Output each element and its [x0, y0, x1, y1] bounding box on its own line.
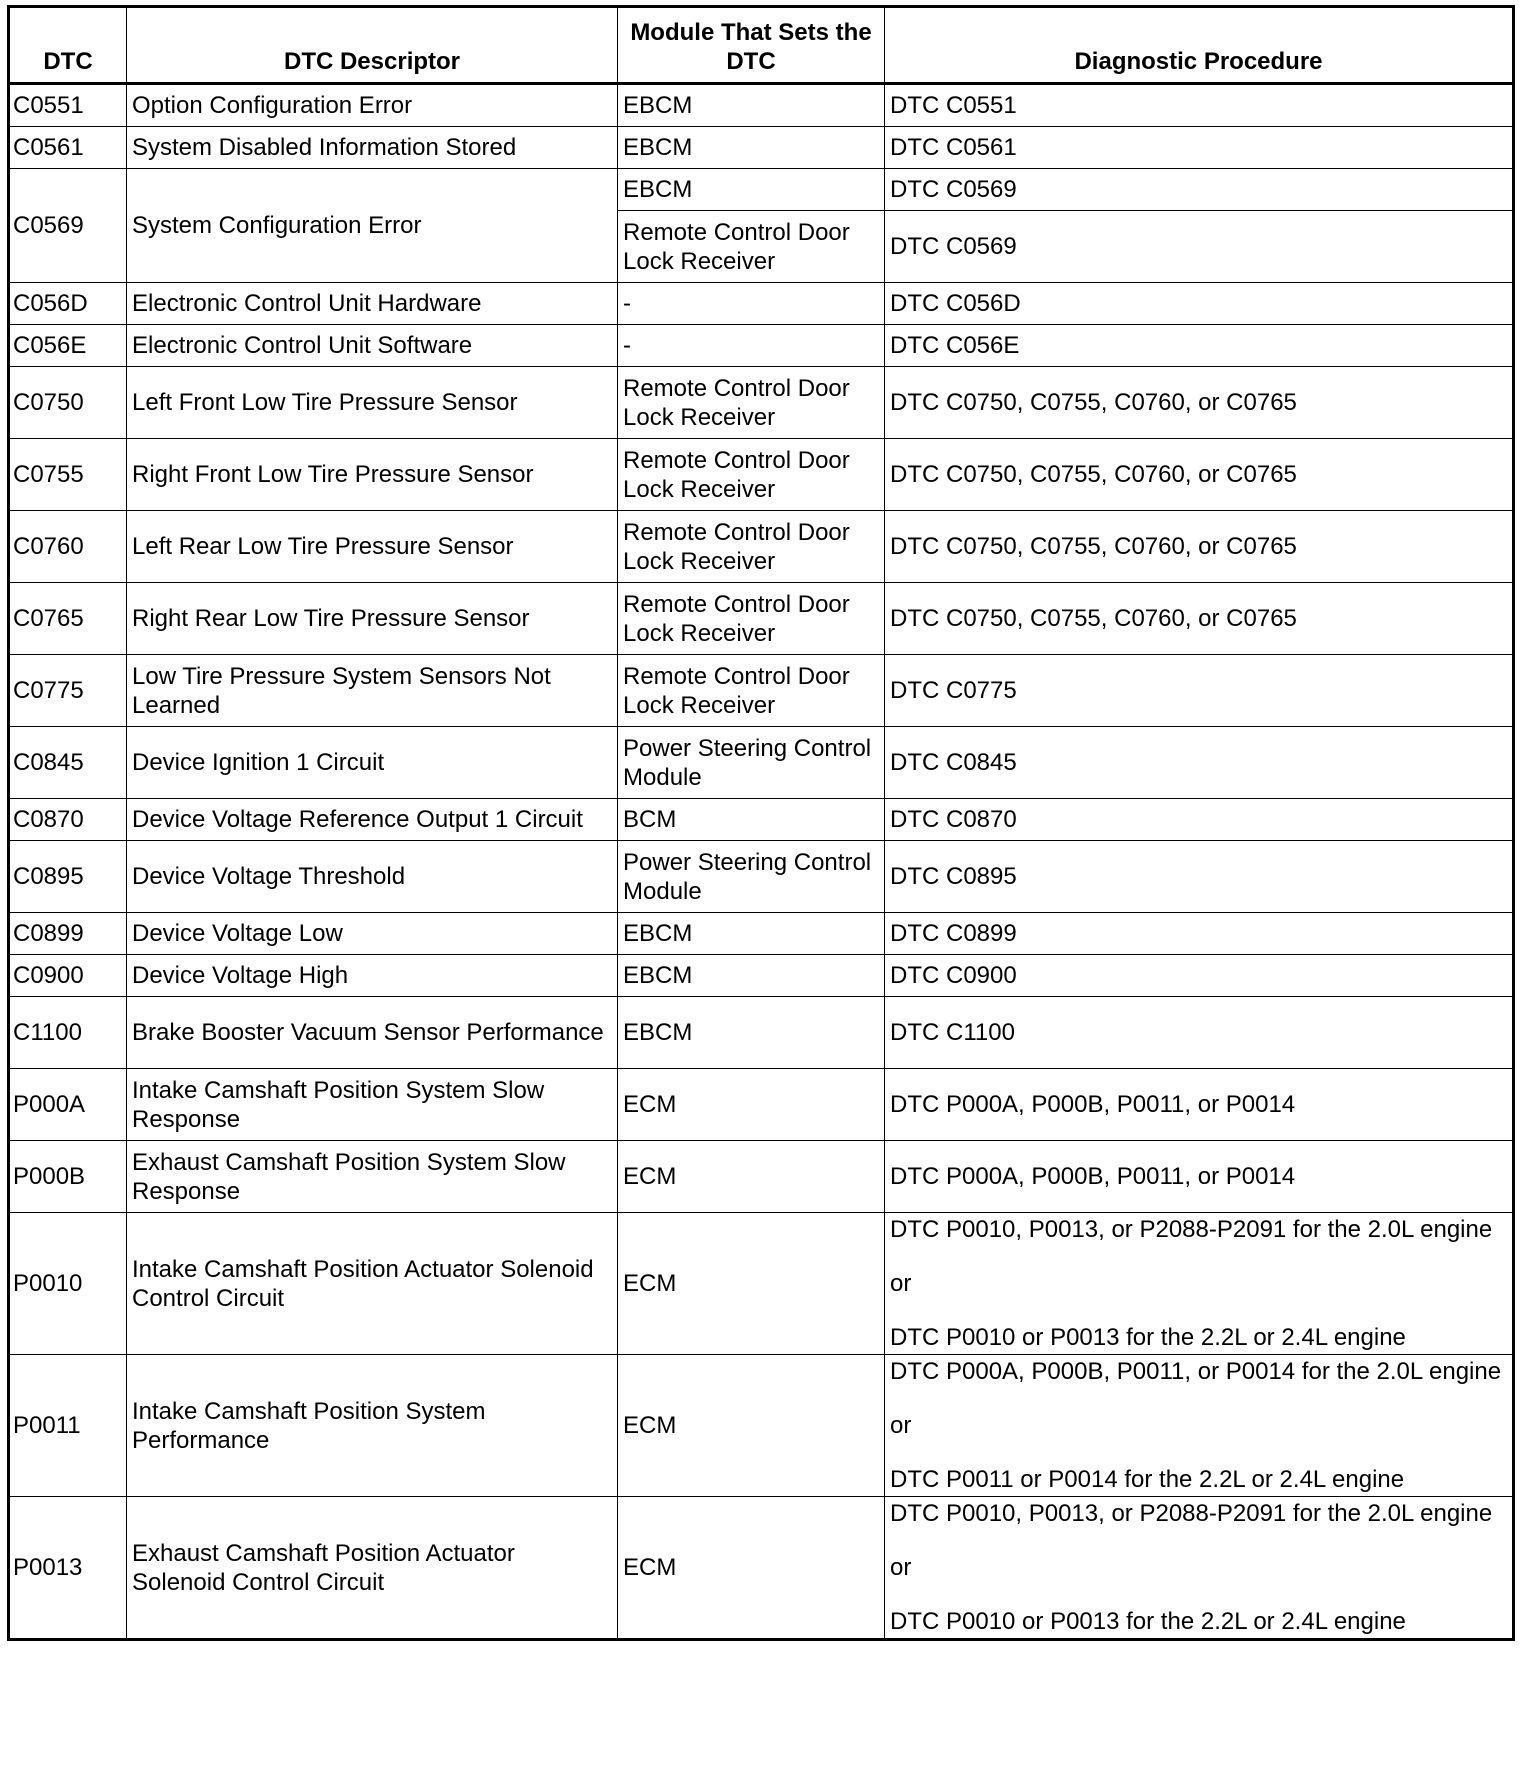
- table-row: [9, 127, 1514, 169]
- module: Remote Control Door Lock Receiver: [618, 655, 885, 727]
- module: EBCM: [618, 127, 885, 169]
- table-row: [9, 997, 1514, 1069]
- dtc-table: [7, 5, 1515, 1641]
- procedure-or: or: [890, 1270, 912, 1297]
- dtc-descriptor: Electronic Control Unit Hardware: [127, 283, 618, 325]
- table-row: [9, 84, 1514, 127]
- table-row: [9, 1069, 1514, 1141]
- dtc-code: C0755: [9, 439, 127, 511]
- dtc-descriptor: Device Voltage Reference Output 1 Circuit: [127, 799, 618, 841]
- table-row: [9, 727, 1514, 799]
- diagnostic-procedure: DTC C0845: [885, 727, 1514, 799]
- table-row: [9, 1355, 1514, 1497]
- dtc-code: C0561: [9, 127, 127, 169]
- diagnostic-procedure: DTC C0551: [885, 84, 1514, 127]
- dtc-descriptor: Electronic Control Unit Software: [127, 325, 618, 367]
- table-row: [9, 1213, 1514, 1355]
- procedure-or: or: [890, 1412, 912, 1439]
- dtc-code: C0775: [9, 655, 127, 727]
- diagnostic-procedure: DTC C0899: [885, 913, 1514, 955]
- dtc-descriptor: Intake Camshaft Position System Performance: [127, 1355, 618, 1497]
- procedure-spacer: [890, 1298, 1507, 1323]
- dtc-descriptor: Right Rear Low Tire Pressure Sensor: [127, 583, 618, 655]
- dtc-descriptor: Left Front Low Tire Pressure Sensor: [127, 367, 618, 439]
- diagnostic-procedure: DTC C0750, C0755, C0760, or C0765: [885, 367, 1514, 439]
- diagnostic-procedure: DTC C0750, C0755, C0760, or C0765: [885, 583, 1514, 655]
- dtc-descriptor: Brake Booster Vacuum Sensor Performance: [127, 997, 618, 1069]
- diagnostic-procedure: DTC C0870: [885, 799, 1514, 841]
- diagnostic-procedure: DTC C1100: [885, 997, 1514, 1069]
- module: ECM: [618, 1141, 885, 1213]
- procedure-line: DTC P000A, P000B, P0011, or P0014 for the 2.0L engine: [890, 1358, 1502, 1385]
- module: ECM: [618, 1355, 885, 1497]
- module: ECM: [618, 1069, 885, 1141]
- module: ECM: [618, 1213, 885, 1355]
- dtc-code: C0760: [9, 511, 127, 583]
- table-row: [9, 1497, 1514, 1640]
- diagnostic-procedure: DTC C0750, C0755, C0760, or C0765: [885, 439, 1514, 511]
- dtc-code: C056E: [9, 325, 127, 367]
- module: EBCM: [618, 84, 885, 127]
- dtc-code: C056D: [9, 283, 127, 325]
- header-procedure: Diagnostic Procedure: [885, 7, 1514, 84]
- dtc-descriptor: Intake Camshaft Position Actuator Solenoid Control Circuit: [127, 1213, 618, 1355]
- dtc-code: C0845: [9, 727, 127, 799]
- dtc-descriptor: Device Voltage Threshold: [127, 841, 618, 913]
- module: BCM: [618, 799, 885, 841]
- dtc-descriptor: Left Rear Low Tire Pressure Sensor: [127, 511, 618, 583]
- module: -: [618, 283, 885, 325]
- module: Remote Control Door Lock Receiver: [618, 367, 885, 439]
- dtc-code: P000B: [9, 1141, 127, 1213]
- dtc-code: C0899: [9, 913, 127, 955]
- procedure-spacer: [890, 1528, 1507, 1553]
- diagnostic-procedure: DTC C0775: [885, 655, 1514, 727]
- procedure-spacer: [890, 1582, 1507, 1607]
- diagnostic-procedure: DTC C0569: [885, 211, 1514, 283]
- diagnostic-procedure: DTC C0561: [885, 127, 1514, 169]
- header-module: Module That Sets the DTC: [618, 7, 885, 84]
- module: ECM: [618, 1497, 885, 1640]
- diagnostic-procedure: DTC C056D: [885, 283, 1514, 325]
- module: EBCM: [618, 997, 885, 1069]
- table-row: [9, 1141, 1514, 1213]
- diagnostic-procedure: DTC C0750, C0755, C0760, or C0765: [885, 511, 1514, 583]
- dtc-descriptor: Intake Camshaft Position System Slow Response: [127, 1069, 618, 1141]
- module: EBCM: [618, 169, 885, 211]
- diagnostic-procedure: [885, 1213, 1514, 1355]
- module: Remote Control Door Lock Receiver: [618, 511, 885, 583]
- module: EBCM: [618, 955, 885, 997]
- dtc-descriptor: System Disabled Information Stored: [127, 127, 618, 169]
- dtc-code: C0895: [9, 841, 127, 913]
- dtc-code: C0551: [9, 84, 127, 127]
- dtc-descriptor: Right Front Low Tire Pressure Sensor: [127, 439, 618, 511]
- dtc-code: P0010: [9, 1213, 127, 1355]
- procedure-line: DTC P0010, P0013, or P2088-P2091 for the 2.0L engine: [890, 1216, 1493, 1243]
- dtc-code: P0011: [9, 1355, 127, 1497]
- table-row: [9, 439, 1514, 511]
- procedure-line: DTC P0010 or P0013 for the 2.2L or 2.4L engine: [890, 1608, 1406, 1635]
- dtc-code: C0900: [9, 955, 127, 997]
- table-row: [9, 655, 1514, 727]
- table-row: [9, 799, 1514, 841]
- diagnostic-procedure: DTC P000A, P000B, P0011, or P0014: [885, 1141, 1514, 1213]
- dtc-code: C0870: [9, 799, 127, 841]
- module: Power Steering Control Module: [618, 727, 885, 799]
- header-row: [9, 7, 1514, 84]
- dtc-descriptor: Low Tire Pressure System Sensors Not Learned: [127, 655, 618, 727]
- diagnostic-procedure: DTC C0569: [885, 169, 1514, 211]
- dtc-code: P000A: [9, 1069, 127, 1141]
- dtc-descriptor: Device Ignition 1 Circuit: [127, 727, 618, 799]
- header-descriptor: DTC Descriptor: [127, 7, 618, 84]
- table-row: [9, 955, 1514, 997]
- dtc-code: C0750: [9, 367, 127, 439]
- dtc-code: C1100: [9, 997, 127, 1069]
- diagnostic-procedure: [885, 1355, 1514, 1497]
- diagnostic-procedure: [885, 1497, 1514, 1640]
- procedure-or: or: [890, 1554, 912, 1581]
- dtc-descriptor: Device Voltage High: [127, 955, 618, 997]
- table-row: [9, 325, 1514, 367]
- procedure-line: DTC P0010 or P0013 for the 2.2L or 2.4L engine: [890, 1324, 1406, 1351]
- dtc-descriptor: Exhaust Camshaft Position Actuator Solenoid Control Circuit: [127, 1497, 618, 1640]
- table-row: [9, 367, 1514, 439]
- table-row: [9, 283, 1514, 325]
- procedure-line: DTC P0010, P0013, or P2088-P2091 for the 2.0L engine: [890, 1500, 1493, 1527]
- table-row: [9, 841, 1514, 913]
- table-row: [9, 583, 1514, 655]
- procedure-spacer: [890, 1244, 1507, 1269]
- dtc-descriptor: Option Configuration Error: [127, 84, 618, 127]
- module: Remote Control Door Lock Receiver: [618, 211, 885, 283]
- procedure-spacer: [890, 1386, 1507, 1411]
- module: EBCM: [618, 913, 885, 955]
- dtc-code: P0013: [9, 1497, 127, 1640]
- table-row: [9, 169, 1514, 211]
- diagnostic-procedure: DTC C0895: [885, 841, 1514, 913]
- diagnostic-procedure: DTC C056E: [885, 325, 1514, 367]
- table-row: [9, 511, 1514, 583]
- module: Remote Control Door Lock Receiver: [618, 583, 885, 655]
- dtc-code: C0765: [9, 583, 127, 655]
- diagnostic-procedure: DTC C0900: [885, 955, 1514, 997]
- module: -: [618, 325, 885, 367]
- diagnostic-procedure: DTC P000A, P000B, P0011, or P0014: [885, 1069, 1514, 1141]
- module: Power Steering Control Module: [618, 841, 885, 913]
- dtc-code: C0569: [9, 169, 127, 283]
- procedure-line: DTC P0011 or P0014 for the 2.2L or 2.4L engine: [890, 1466, 1405, 1493]
- table-row: [9, 913, 1514, 955]
- dtc-descriptor: Device Voltage Low: [127, 913, 618, 955]
- dtc-descriptor: System Configuration Error: [127, 169, 618, 283]
- procedure-spacer: [890, 1440, 1507, 1465]
- header-dtc: DTC: [9, 7, 127, 84]
- dtc-descriptor: Exhaust Camshaft Position System Slow Response: [127, 1141, 618, 1213]
- module: Remote Control Door Lock Receiver: [618, 439, 885, 511]
